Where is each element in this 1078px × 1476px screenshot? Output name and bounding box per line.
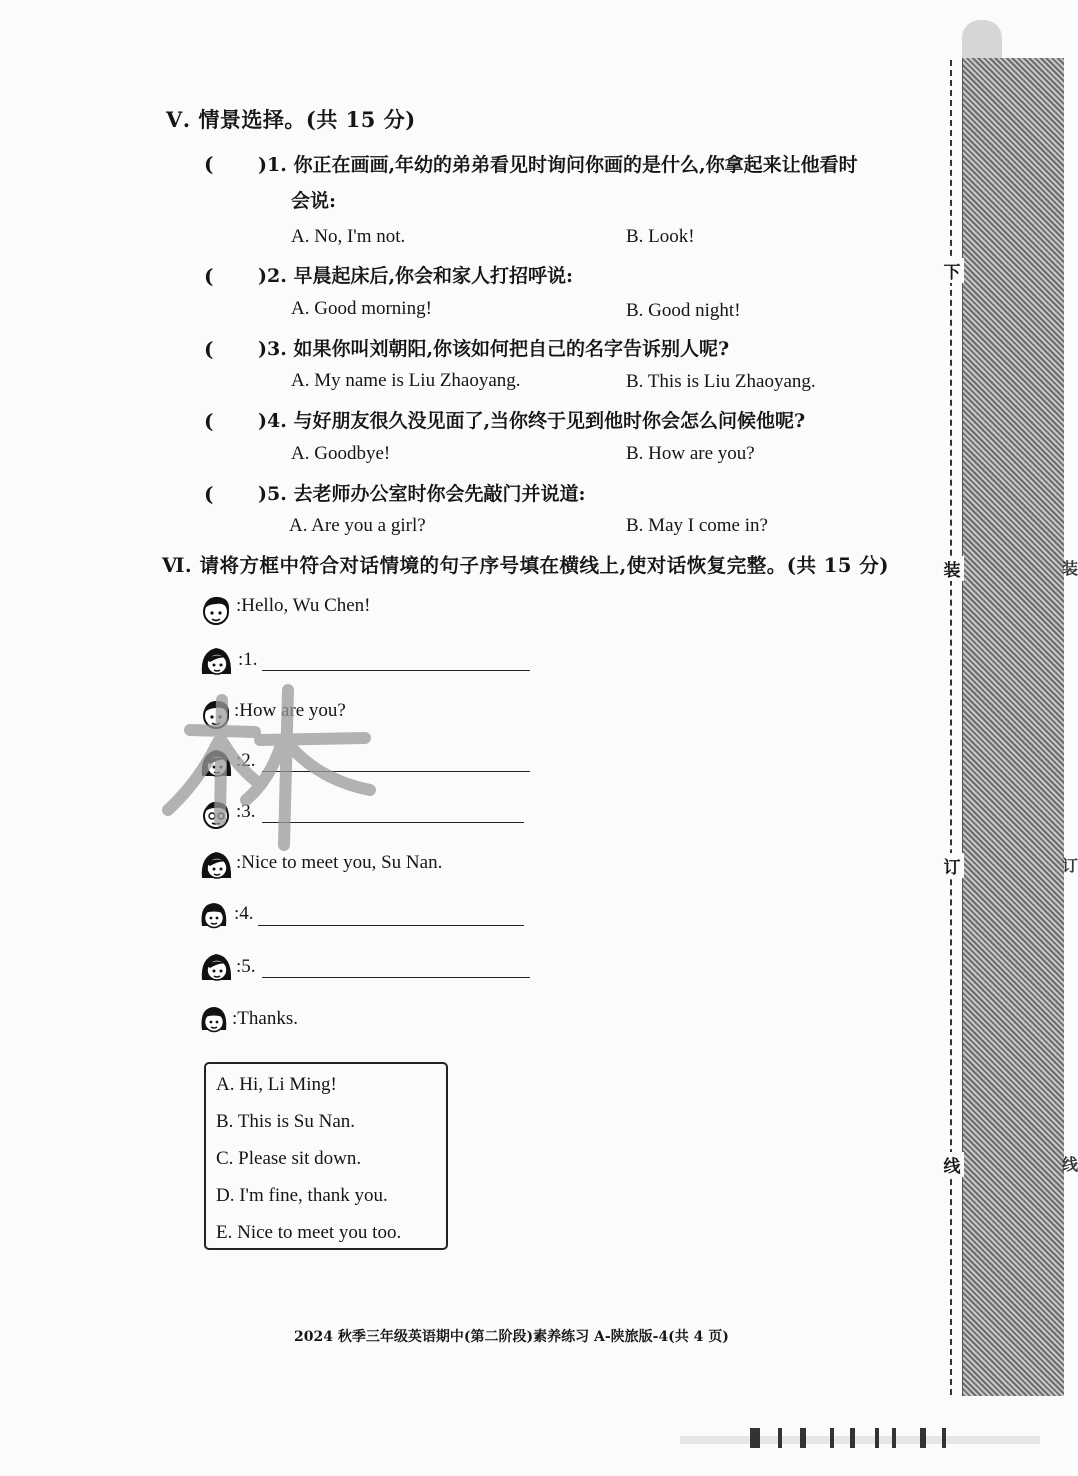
answer-paren-1[interactable]: (	[204, 152, 214, 176]
answer-paren-2[interactable]: (	[204, 264, 214, 288]
binding-char-ding: 订	[940, 853, 964, 878]
question-5-option-b: B. May I come in?	[626, 515, 768, 536]
girl-avatar-icon	[198, 848, 234, 884]
section6-heading: Ⅵ. 请将方框中符合对话情境的句子序号填在横线上,使对话恢复完整。(共 15 分)	[162, 554, 889, 577]
woman-avatar-icon	[196, 898, 232, 934]
blank-label-3: :3.	[236, 801, 256, 822]
question-5-option-a: A. Are you a girl?	[289, 515, 426, 536]
answer-blank-1[interactable]	[262, 670, 530, 671]
option-b: B. This is Su Nan.	[216, 1111, 356, 1132]
blank-label-1: :1.	[238, 649, 258, 670]
section5-heading: Ⅴ. 情景选择。(共 15 分)	[166, 107, 416, 132]
dialogue-line-9: :Thanks.	[232, 1008, 298, 1029]
question-1-option-b: B. Look!	[626, 226, 695, 247]
question-3-option-b: B. This is Liu Zhaoyang.	[626, 371, 816, 392]
binding-char-xian: 线	[940, 1152, 964, 1177]
question-3-option-a: A. My name is Liu Zhaoyang.	[291, 370, 521, 391]
dialogue-line-3: :How are you?	[234, 700, 346, 721]
option-a: A. Hi, Li Ming!	[216, 1074, 337, 1095]
answer-paren-4[interactable]: (	[204, 409, 214, 433]
edge-char-ding: 订	[1062, 856, 1078, 875]
dialogue-line-1: :Hello, Wu Chen!	[236, 595, 371, 616]
binding-char-zhuang: 装	[940, 556, 964, 581]
edge-char-zhuang: 装	[1062, 559, 1078, 578]
blank-label-2: :2.	[236, 750, 256, 771]
question-4-option-a: A. Goodbye!	[291, 443, 391, 464]
edge-char-xian: 线	[1062, 1155, 1078, 1174]
question-2-option-a: A. Good morning!	[291, 298, 432, 319]
options-box	[204, 1062, 448, 1250]
answer-paren-3[interactable]: (	[204, 337, 214, 361]
girl-avatar-icon	[198, 950, 234, 986]
option-e: E. Nice to meet you too.	[216, 1222, 402, 1243]
page-footer: 2024 秋季三年级英语期中(第二阶段)素养练习 A-陕旅版-4(共 4 页)	[294, 1329, 729, 1345]
binding-band	[962, 58, 1064, 1396]
question-1-stem: )1. 你正在画画,年幼的弟弟看见时询问你画的是什么,你拿起来让他看时	[258, 154, 858, 176]
watermark-stamp	[160, 680, 400, 850]
option-c: C. Please sit down.	[216, 1148, 362, 1169]
question-5-stem: )5. 去老师办公室时你会先敲门并说道:	[258, 483, 586, 505]
answer-paren-5[interactable]: (	[204, 482, 214, 506]
question-4-stem: )4. 与好朋友很久没见面了,当你终于见到他时你会怎么问候他呢?	[258, 410, 806, 432]
girl-avatar-icon	[198, 644, 234, 680]
question-2-stem: )2. 早晨起床后,你会和家人打招呼说:	[258, 265, 574, 287]
question-1-option-a: A. No, I'm not.	[291, 226, 406, 247]
woman-avatar-icon	[196, 1002, 232, 1038]
question-2-option-b: B. Good night!	[626, 300, 741, 321]
question-3-stem: )3. 如果你叫刘朝阳,你该如何把自己的名字告诉别人呢?	[258, 338, 730, 360]
scan-artifact-bar	[680, 1424, 1040, 1452]
blank-label-4: :4.	[234, 903, 254, 924]
answer-blank-4[interactable]	[258, 925, 524, 926]
blank-label-5: :5.	[236, 956, 256, 977]
dialogue-line-6: :Nice to meet you, Su Nan.	[236, 852, 443, 873]
binding-char-xia: 下	[940, 258, 964, 283]
boy-avatar-icon	[198, 592, 234, 628]
option-d: D. I'm fine, thank you.	[216, 1185, 388, 1206]
question-1-stem-cont: 会说:	[291, 190, 337, 212]
question-4-option-b: B. How are you?	[626, 443, 755, 464]
answer-blank-5[interactable]	[262, 977, 530, 978]
